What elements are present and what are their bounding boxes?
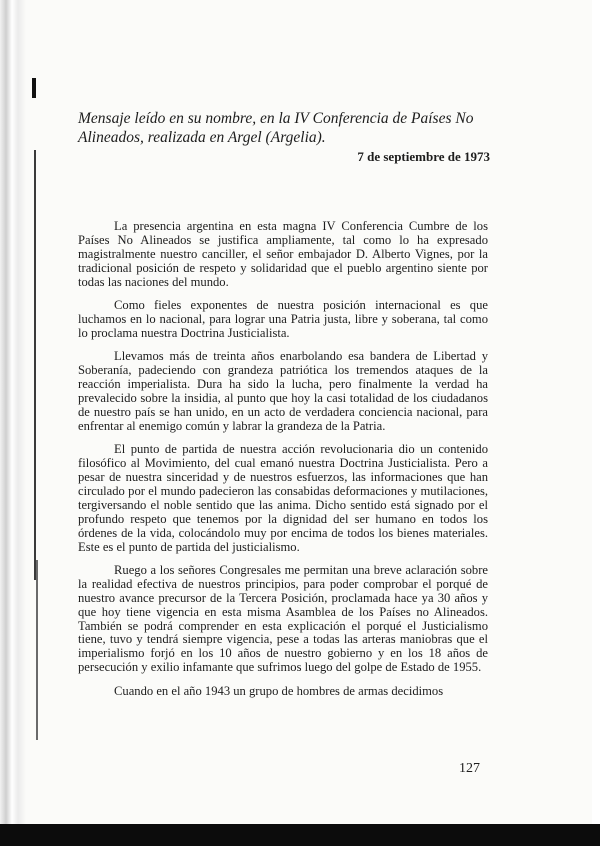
margin-mark (36, 560, 38, 740)
body-text (78, 220, 488, 708)
paragraph: La presencia argentina en esta magna IV Conferencia Cumbre de los Países No Alineados se justifica ampliamente, tal como lo ha expresado magistralmente nuestro canciller, el señor embajador D. Alberto Vignes, por la tradicional posición de respeto y solidaridad que el pueblo argentino siente por todas las naciones del mundo. (78, 219, 488, 289)
page-number: 127 (459, 761, 480, 776)
paragraph: El punto de partida de nuestra acción revolucionaria dio un contenido filosófico al Movimiento, del cual emanó nuestra Doctrina Justicialista. Pero a pesar de nuestra sinceridad y de nuestros esfuerzos, las informaciones que han circulado por el mundo padecieron las consabidas deformaciones y mutilaciones, tergiversando el noble sentido que las anima. Dicho sentido está signado por el profundo respeto que tenemos por la dignidad del ser humano en todos los órdenes de la vida, colocándolo muy por encima de todos los bienes materiales. Este es el punto de partida del justicialismo. (78, 442, 488, 554)
binding-edge (0, 0, 26, 846)
scan-shadow-bottom (0, 824, 600, 846)
document-date: 7 de septiembre de 1973 (357, 149, 490, 164)
margin-mark (34, 150, 36, 580)
paragraph: Llevamos más de treinta años enarbolando esa bandera de Libertad y Soberanía, padeciendo con grandeza patriótica los tremendos ataques de la reacción imperialista. Dura ha sido la lucha, pero finalmente la verdad ha prevalecido sobre la insidia, al punto que hoy la casi totalidad de los ciudadanos de nuestro país se han unido, en un acto de verdadera conciencia nacional, para enfrentar al enemigo común y labrar la grandeza de la Patria. (78, 349, 488, 433)
paragraph: Como fieles exponentes de nuestra posición internacional es que luchamos en lo nacional, para lograr una Patria justa, libre y soberana, tal como lo proclama nuestra Doctrina Justicialista. (78, 298, 488, 340)
right-edge (592, 0, 600, 846)
paragraph: Ruego a los señores Congresales me permitan una breve aclaración sobre la realidad efectiva de nuestros principios, para poder comprobar el porqué de nuestro avance precursor de la Tercera Posición, proclamada hace ya 30 años y que hoy tiene vigencia en esta misma Asamblea de los Países no Alineados. También se podrá comprender en esta explicación el porqué el Justicialismo tiene, tuvo y tendrá siempre vigencia, pese a todas las arteras maniobras que el imperialismo forjó en los 10 años de nuestro gobierno y en los 18 años de persecución y exilio infamante que sufrimos luego del golpe de Estado de 1955. (78, 562, 488, 675)
margin-mark (32, 78, 36, 98)
document-title: Mensaje leído en su nombre, en la IV Conferencia de Países No Alineados, realizada en Argel (Argelia). (78, 110, 474, 146)
paragraph: Cuando en el año 1943 un grupo de hombres de armas decidimos (114, 683, 444, 698)
